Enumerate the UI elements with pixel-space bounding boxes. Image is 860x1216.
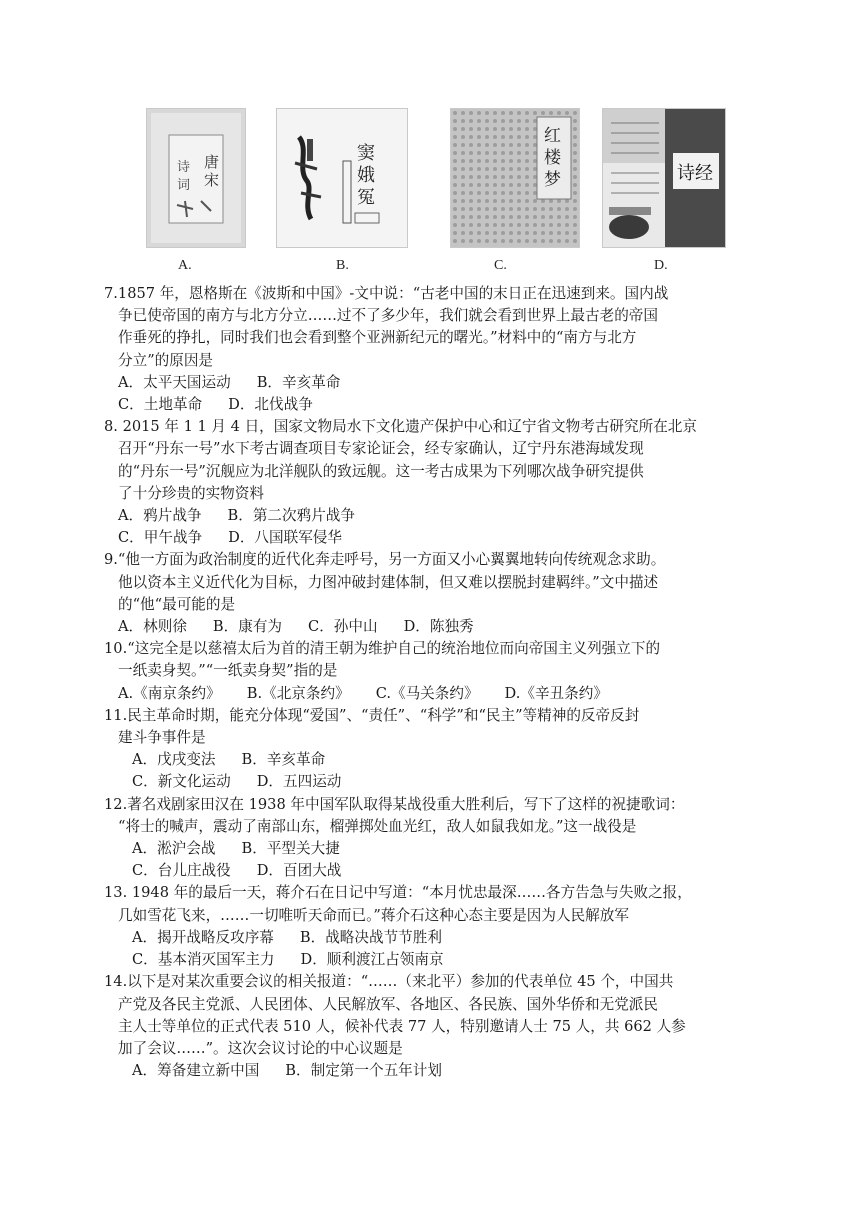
option: C.《马关条约》 <box>375 684 479 702</box>
svg-text:红: 红 <box>544 126 561 146</box>
svg-text:唐: 唐 <box>204 153 220 171</box>
option: A.《南京条约》 <box>118 684 221 702</box>
question-10 <box>104 638 704 705</box>
option-row <box>104 616 704 638</box>
option: C．基本消灭国军主力 <box>132 951 275 969</box>
option: A．揭开战略反攻序幕 <box>132 928 274 946</box>
option: B．制定第一个五年计划 <box>285 1062 442 1080</box>
option: D．百团大战 <box>256 862 342 880</box>
caption-a: A. <box>178 258 192 273</box>
question-line: 11.民主革命时期，能充分体现“爱国”、“责任”、“科学”和“民主”等精神的反帝反封 <box>104 706 640 724</box>
question-8 <box>104 416 704 549</box>
option-row <box>104 372 704 394</box>
option-row <box>104 927 704 949</box>
option-row <box>104 860 704 882</box>
option-row <box>104 683 704 705</box>
option: A．鸦片战争 <box>118 507 202 525</box>
question-7 <box>104 283 704 416</box>
question-13 <box>104 882 704 971</box>
option: C．甲午战争 <box>118 529 203 547</box>
question-line: 12.著名戏剧家田汉在 1938 年中国军队取得某战役重大胜利后，写下了这样的祝捷歌词： <box>104 795 685 813</box>
caption-b: B. <box>336 258 349 273</box>
svg-text:词: 词 <box>177 178 191 193</box>
question-line: 产党及各民主党派、人民团体、人民解放军、各地区、各民族、国外华侨和无党派民 <box>118 995 658 1013</box>
question-line: 他以资本主义近代化为目标，力图冲破封建体制，但又难以摆脱封建羁绊。”文中描述 <box>118 573 659 591</box>
option: C．孙中山 <box>308 618 378 636</box>
caption-c: C. <box>494 258 507 273</box>
question-line: 8. 2015 年 1 1 月 4 日，国家文物局水下文化遗产保护中心和辽宁省文物考古研究所在北京 <box>104 418 697 436</box>
question-line: 的“他“最可能的是 <box>118 595 236 613</box>
option: A．淞沪会战 <box>132 840 216 858</box>
svg-text:冤: 冤 <box>357 187 375 208</box>
question-line: 几如雪花飞来，……一切唯听天命而已。”蒋介石这种心态主要是因为人民解放军 <box>118 906 629 924</box>
book-cover-c-image <box>450 108 580 248</box>
question-11 <box>104 705 704 794</box>
option: B．辛亥革命 <box>241 751 326 769</box>
question-line: 作垂死的挣扎，同时我们也会看到整个亚洲新纪元的曙光。”材料中的“南方与北方 <box>118 329 637 347</box>
book-cover-a-image <box>146 108 246 248</box>
question-line: 召开“丹东一号”水下考古调查项目专家论证会，经专家确认，辽宁丹东港海域发现 <box>118 440 644 458</box>
option-row <box>104 749 704 771</box>
question-line: 分立”的原因是 <box>118 351 214 369</box>
svg-text:窦: 窦 <box>357 143 375 164</box>
book-cover-b-image <box>276 108 408 248</box>
questions-section <box>104 283 704 1082</box>
question-line: 了十分珍贵的实物资料 <box>118 484 264 502</box>
option: D．顺利渡江占领南京 <box>300 951 444 969</box>
option: D.《辛丑条约》 <box>504 684 608 702</box>
option: A．筹备建立新中国 <box>132 1062 260 1080</box>
option: C．新文化运动 <box>132 773 231 791</box>
option-row <box>104 949 704 971</box>
question-14 <box>104 971 704 1082</box>
svg-text:诗经: 诗经 <box>677 163 713 184</box>
question-line: 14.以下是对某次重要会议的相关报道：“……（来北平）参加的代表单位 45 个，中国共 <box>104 973 674 991</box>
question-line: 主人士等单位的正式代表 510 人，候补代表 77 人，特别邀请人士 75 人，共 662 人参 <box>118 1017 686 1035</box>
option: A．戊戌变法 <box>132 751 216 769</box>
option: D．陈独秀 <box>403 618 474 636</box>
option: D．五四运动 <box>256 773 342 791</box>
question-12 <box>104 794 704 883</box>
option: B．辛亥革命 <box>256 373 341 391</box>
question-line: 一纸卖身契。”“一纸卖身契”指的是 <box>118 662 338 680</box>
question-line: 10.“这完全是以慈禧太后为首的清王朝为维护自己的统治地位而向帝国主义列强立下的 <box>104 640 661 658</box>
option: B．第二次鸦片战争 <box>227 507 355 525</box>
option-row <box>104 1060 704 1082</box>
question-line: 加了会议……”。这次会议讨论的中心议题是 <box>118 1039 403 1057</box>
question-line: 9.“他一方面为政治制度的近代化奔走呼号，另一方面又小心翼翼地转向传统观念求助。 <box>104 551 666 569</box>
option: C．台儿庄战役 <box>132 862 231 880</box>
svg-text:楼: 楼 <box>544 148 561 168</box>
svg-text:娥: 娥 <box>357 165 375 186</box>
svg-text:梦: 梦 <box>544 170 561 190</box>
option-row <box>104 394 704 416</box>
option: D．八国联军侵华 <box>228 529 342 547</box>
option-row <box>104 527 704 549</box>
caption-d: D. <box>654 258 668 273</box>
option-row <box>104 771 704 793</box>
question-line: 13. 1948 年的最后一天，蒋介石在日记中写道：“本月忧忠最深……各方告急与失败之报， <box>104 884 692 902</box>
option-row <box>104 505 704 527</box>
option: B.《北京条约》 <box>246 684 350 702</box>
question-line: 争已使帝国的南方与北方分立……过不了多少年，我们就会看到世界上最古老的帝国 <box>118 307 658 325</box>
question-line: 7.1857 年，恩格斯在《波斯和中国》-文中说：“古老中国的末日正在迅速到来。国内战 <box>104 285 669 302</box>
question-line: “将士的喊声，震动了南部山东，榴弹掷处血光红，敌人如鼠我如龙。”这一战役是 <box>118 817 637 835</box>
book-cover-images <box>146 108 730 278</box>
option: D．北伐战争 <box>228 396 313 414</box>
option: C．土地革命 <box>118 396 203 414</box>
svg-text:宋: 宋 <box>204 171 220 189</box>
question-9 <box>104 549 704 638</box>
option-row <box>104 838 704 860</box>
option: A．林则徐 <box>118 618 187 636</box>
book-cover-d-image <box>602 108 726 248</box>
option: B．战略决战节节胜利 <box>299 928 442 946</box>
option: B．康有为 <box>212 618 283 636</box>
question-line: 的“丹东一号”沉舰应为北洋舰队的致远舰。这一考古成果为下列哪次战争研究提供 <box>118 462 644 480</box>
svg-text:诗: 诗 <box>177 160 191 175</box>
option: B．平型关大捷 <box>241 840 340 858</box>
question-line: 建斗争事件是 <box>118 729 206 747</box>
option: A．太平天国运动 <box>118 373 231 391</box>
